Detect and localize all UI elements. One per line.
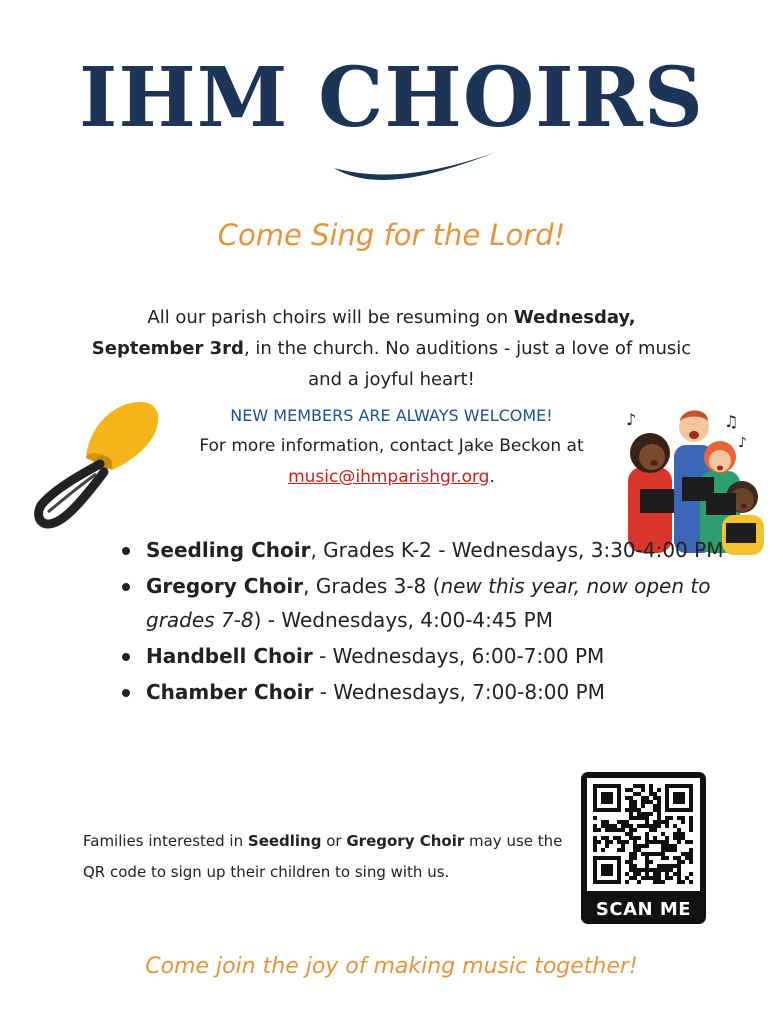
scan-me-label: SCAN ME <box>595 899 692 920</box>
swoosh-decoration <box>330 146 500 186</box>
email-link[interactable]: music@ihmparishgr.org <box>288 467 490 487</box>
intro-text: All our parish choirs will be resuming on Wednesday, September 3rd, in the church. No auditions - just a love of music and a joyful heart! <box>91 307 692 390</box>
resume-date: Wednesday, September 3rd <box>91 307 636 359</box>
closing-message: Come join the joy of making music together! <box>145 954 638 979</box>
handbell-illustration <box>30 400 160 530</box>
choir-item-chamber: Chamber Choir - Wednesdays, 7:00-8:00 PM <box>118 675 738 709</box>
choir-item-gregory: Gregory Choir, Grades 3-8 (new this year, now open to grades 7-8) - Wednesdays, 4:00-4:45 PM <box>118 569 738 637</box>
welcome-message: NEW MEMBERS ARE ALWAYS WELCOME! <box>230 406 553 425</box>
contact-info: NEW MEMBERS ARE ALWAYS WELCOME! For more information, contact Jake Beckon at music@ihmparishgr.org. <box>150 400 633 493</box>
contact-text: For more information, contact Jake Beckon at <box>199 436 584 456</box>
tagline: Come Sing for the Lord! <box>217 218 566 252</box>
page-title: IHM CHOIRS <box>78 50 705 146</box>
choir-list <box>118 533 738 711</box>
svg-text:♪: ♪ <box>738 435 747 451</box>
svg-text:♪: ♪ <box>626 410 637 429</box>
qr-code[interactable] <box>587 778 700 891</box>
qr-code-card[interactable] <box>581 772 706 924</box>
choir-item-seedling: Seedling Choir, Grades K-2 - Wednesdays, 3:30-4:00 PM <box>118 533 738 567</box>
svg-text:♫: ♫ <box>724 412 739 431</box>
families-note: Families interested in Seedling or Gregory Choir may use the QR code to sign up their children to sing with us. <box>83 832 563 881</box>
choir-item-handbell: Handbell Choir - Wednesdays, 6:00-7:00 PM <box>118 639 738 673</box>
qr-code-graphic <box>587 778 700 891</box>
